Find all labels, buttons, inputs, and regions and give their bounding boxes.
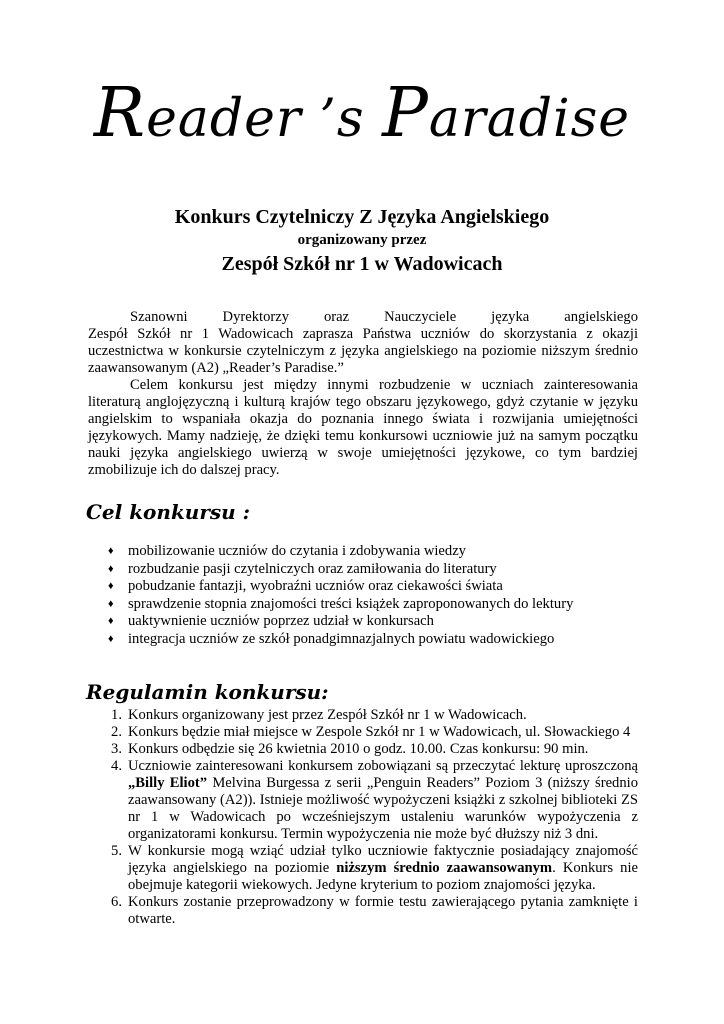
rules-heading: Regulamin konkursu: xyxy=(86,680,329,704)
rule-text: Konkurs organizowany jest przez Zespół Szkół nr 1 w Wadowicach. xyxy=(128,707,527,723)
intro-p1-line: zaawansowanym (A2) „Reader’s Paradise.” xyxy=(88,360,344,376)
document-subtitle: organizowany przez xyxy=(297,232,427,248)
rule-text xyxy=(128,843,638,894)
logo-apostrophe: ’ xyxy=(319,89,337,149)
rule-number: 6. xyxy=(111,894,122,910)
goal-text: mobilizowanie uczniów do czytania i zdobywania wiedzy xyxy=(128,543,466,559)
intro-p2-line: Celem konkursu jest między innymi rozbudzenie w uczniach zainteresowania xyxy=(130,377,638,393)
goals-list-item xyxy=(108,631,573,649)
diamond-bullet-icon: ♦ xyxy=(108,580,114,593)
rule-text-part: Melvina Burgessa z serii „Penguin Readers” Poziom 3 (niższy średnio zaawansowany (A2)). Istnieje możliwość wypożyczeni książki z szkolnej biblioteki ZS nr 1 w Wadowicach po wcześniejszym ustaleniu warunków wypożyczenia z organizatorami konkursu. Termin wypożyczenia nie może być dłuższy niż 3 dni. xyxy=(128,775,639,842)
intro-p2-line: nauki języka angielskiego uwierzą w swoje umiejętności językowe, co tym bardziej xyxy=(88,445,638,461)
logo-text-eader: eader xyxy=(146,89,302,149)
intro-p1-line: uczestnictwa w konkursie czytelniczym z języka angielskiego na poziomie niższym średnio xyxy=(88,343,638,359)
level-emphasis: niższym średnio zaawansowanym xyxy=(336,860,553,876)
rule-text: Konkurs odbędzie się 26 kwietnia 2010 o godz. 10.00. Czas konkursu: 90 min. xyxy=(128,741,589,757)
goal-text: sprawdzenie stopnia znajomości treści książek zaproponowanych do lektury xyxy=(128,595,574,612)
diamond-bullet-icon: ♦ xyxy=(108,545,114,557)
intro-p2-line: językowych. Mamy nadzieję, że dzięki temu konkursowi uczniowie już na samym początku xyxy=(88,428,638,444)
goals-list-item xyxy=(108,561,573,579)
rules-list-item xyxy=(100,707,638,724)
rules-list-item xyxy=(100,894,638,928)
rules-list-item xyxy=(100,843,638,894)
rule-text-part: W konkursie mogą wziąć udział tylko uczniowie faktycznie posiadający znajomość języka angielskiego na poziomie xyxy=(128,843,638,876)
logo-cap-r: R xyxy=(93,74,147,153)
rule-number: 3. xyxy=(111,741,122,757)
rule-text: Konkurs zostanie przeprowadzony w formie testu zawierającego pytania zamknięte i otwarte. xyxy=(128,894,638,927)
goal-text: pobudzanie fantazji, wyobraźni uczniów oraz ciekawości świata xyxy=(128,578,503,595)
rule-text: Konkurs będzie miał miejsce w Zespole Szkół nr 1 w Wadowicach, ul. Słowackiego 4 xyxy=(128,724,631,740)
diamond-bullet-icon: ♦ xyxy=(108,562,114,575)
logo-text-aradise: aradise xyxy=(428,89,631,149)
rules-list-item xyxy=(100,741,638,758)
organizer-name: Zespół Szkół nr 1 w Wadowicach xyxy=(221,253,503,275)
readers-paradise-logo xyxy=(0,74,724,153)
book-title: „Billy Eliot” xyxy=(128,775,208,791)
intro-paragraph-1 xyxy=(88,309,638,377)
goals-heading: Cel konkursu : xyxy=(86,500,251,524)
goals-list-item xyxy=(108,596,573,614)
rule-text xyxy=(128,758,638,843)
diamond-bullet-icon: ♦ xyxy=(108,632,114,645)
logo-cap-p: P xyxy=(382,74,429,153)
rule-number: 4. xyxy=(111,758,122,774)
diamond-bullet-icon: ♦ xyxy=(108,597,114,610)
rule-number: 2. xyxy=(111,724,122,740)
intro-p1-line: Szanowni Dyrektorzy oraz Nauczyciele języka angielskiego xyxy=(130,309,638,325)
rules-list-item xyxy=(100,758,638,843)
goals-list-item xyxy=(108,578,573,596)
goals-list-item xyxy=(108,543,573,561)
goal-text: uaktywnienie uczniów poprzez udział w konkursach xyxy=(128,613,434,630)
rule-text-part: . Konkurs nie obejmuje kategorii wiekowych. Jedyne kryterium to poziom znajomości języka. xyxy=(128,860,638,893)
diamond-bullet-icon: ♦ xyxy=(108,615,114,628)
intro-p1-line: Zespół Szkół nr 1 Wadowicach zaprasza Państwa uczniów do skorzystania z okazji xyxy=(88,326,638,342)
goals-list xyxy=(108,543,573,649)
rule-number: 1. xyxy=(111,707,122,723)
intro-p2-line: zmobilizuje ich do dalszej pracy. xyxy=(88,462,280,478)
goal-text: integracja uczniów ze szkół ponadgimnazjalnych powiatu wadowickiego xyxy=(128,630,555,647)
goals-list-item xyxy=(108,613,573,631)
rules-list-item xyxy=(100,724,638,741)
rule-number: 5. xyxy=(111,843,122,859)
rules-list xyxy=(100,707,638,928)
intro-paragraph-2 xyxy=(88,377,638,479)
rule-text-part: Uczniowie zainteresowani konkursem zobowiązani są przeczytać lekturę uproszczoną xyxy=(128,758,638,774)
intro-p2-line: angielskim to wspaniała okazja do poznania innego świata i rozwijania umiejętności xyxy=(88,411,638,427)
logo-text-s: s xyxy=(336,89,365,149)
document-title: Konkurs Czytelniczy Z Języka Angielskiego xyxy=(174,206,550,228)
goal-text: rozbudzanie pasji czytelniczych oraz zamiłowania do literatury xyxy=(128,560,497,577)
intro-p2-line: literaturą anglojęzyczną i kulturą krajów tego obszaru językowego, gdyż czytanie w języku xyxy=(88,394,638,410)
